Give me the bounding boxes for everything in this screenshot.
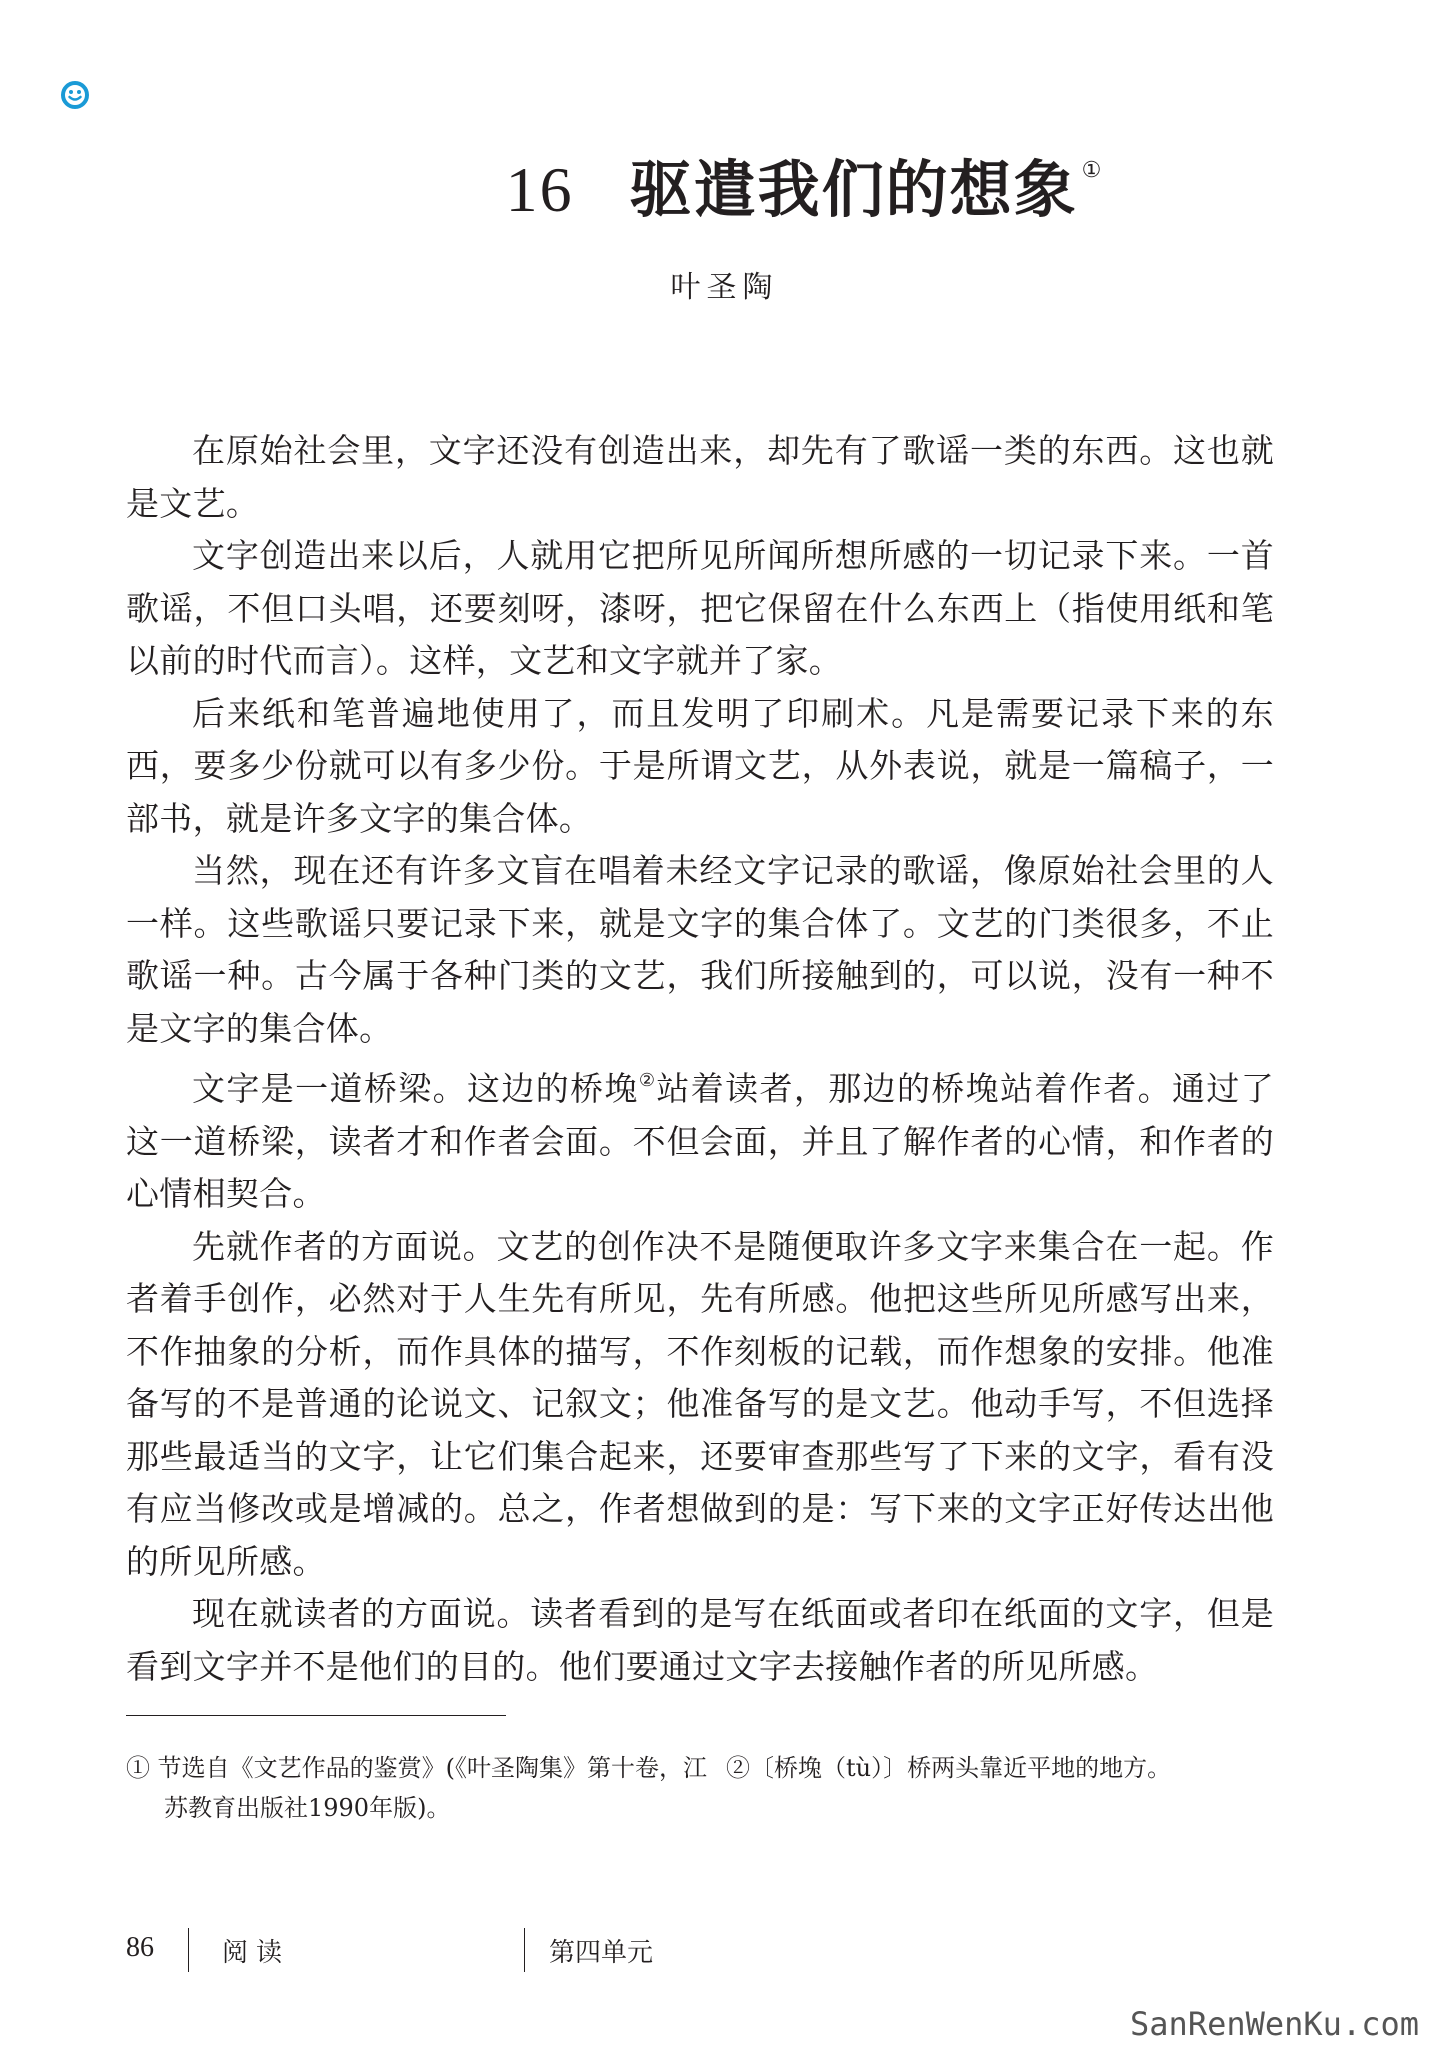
footnote-divider <box>126 1715 506 1716</box>
footnote-2: ②〔桥堍（tù）〕桥两头靠近平地的地方。 <box>726 1754 1172 1782</box>
paragraph: 文字创造出来以后，人就用它把所见所闻所想所感的一切记录下来。一首歌谣，不但口头唱，还要刻呀，漆呀，把它保留在什么东西上（指使用纸和笔以前的时代而言）。这样，文艺和文字就并了家。 <box>126 536 1274 680</box>
footer-divider <box>524 1928 525 1972</box>
smiley-icon <box>60 80 90 110</box>
article-body <box>126 425 1274 1693</box>
paragraph <box>126 1055 1274 1221</box>
paragraph-text: 站着读者，那边的桥堍站着作者。通过了这一道桥梁，读者才和作者会面。不但会面，并且了解作者的心情，和作者的心情相契合。 <box>126 1069 1274 1213</box>
paragraph: 先就作者的方面说。文艺的创作决不是随便取许多文字来集合在一起。作者着手创作，必然对于人生先有所见，先有所感。他把这些所见所感写出来，不作抽象的分析，而作具体的描写，不作刻板的记载，而作想象的安排。他准备写的不是普通的论说文、记叙文；他准备写的是文艺。他动手写，不但选择那些最适当的文字，让它们集合起来，还要审查那些写了下来的文字，看有没有应当修改或是增减的。总之，作者想做到的是：写下来的文字正好传达出他的所见所感。 <box>126 1226 1274 1581</box>
footer-unit: 第四单元 <box>549 1938 654 1968</box>
page-footer <box>126 1928 1126 1978</box>
footer-section: 阅读 <box>222 1938 291 1968</box>
footnote-1: ① 节选自《文艺作品的鉴赏》(《叶圣陶集》第十卷，江苏教育出版社1990年版)。 <box>126 1754 707 1822</box>
lesson-number: 16 <box>505 154 574 225</box>
paragraph-text: 文字是一道桥梁。这边的桥堍 <box>192 1069 639 1108</box>
page-title <box>0 140 1449 229</box>
title-footnote-mark: ① <box>1081 158 1104 183</box>
watermark: SanRenWenKu.com <box>1130 2005 1419 2043</box>
author-name: 叶圣陶 <box>670 270 779 305</box>
paragraph: 在原始社会里，文字还没有创造出来，却先有了歌谣一类的东西。这也就是文艺。 <box>126 431 1274 523</box>
paragraph: 当然，现在还有许多文盲在唱着未经文字记录的歌谣，像原始社会里的人一样。这些歌谣只要记录下来，就是文字的集合体了。文艺的门类很多，不止歌谣一种。古今属于各种门类的文艺，我们所接触到的，可以说，没有一种不是文字的集合体。 <box>126 851 1274 1048</box>
lesson-title: 驱遣我们的想象 <box>629 153 1078 226</box>
footer-divider <box>188 1928 189 1972</box>
paragraph: 现在就读者的方面说。读者看到的是写在纸面或者印在纸面的文字，但是看到文字并不是他们的目的。他们要通过文字去接触作者的所见所感。 <box>126 1594 1274 1686</box>
footnote-mark: ② <box>638 1070 657 1091</box>
paragraph: 后来纸和笔普遍地使用了，而且发明了印刷术。凡是需要记录下来的东西，要多少份就可以有多少份。于是所谓文艺，从外表说，就是一篇稿子，一部书，就是许多文字的集合体。 <box>126 693 1274 838</box>
page-number: 86 <box>126 1932 154 1963</box>
